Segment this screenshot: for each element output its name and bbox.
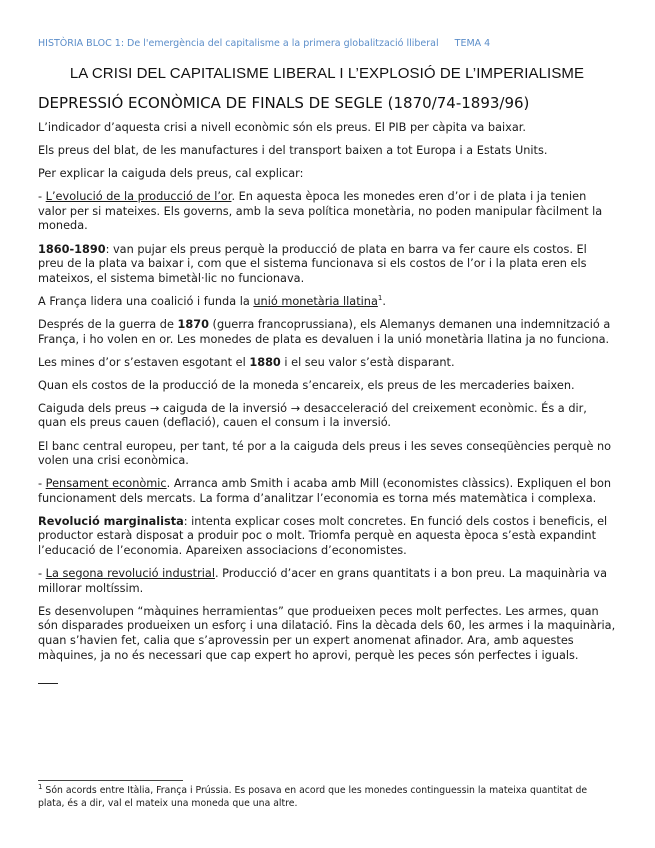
bold-date: 1870 xyxy=(177,317,209,331)
topic-title: L’evolució de la producció de l’or xyxy=(45,190,232,204)
paragraph: Es desenvolupen “màquines herramientas” que produeixen peces molt perfectes. Les armes, quan són disparades produeixen un esforç i una dilatació. Fins la dècada dels 60, les armes i la maquinària, quan s’havien fet, calia que s’aprovessin per un expert anomenat afinador. Ara, amb aquestes màquines, ja no és necessari que cap expert ho aprovi, perquè les peces són perfectes i iguals. xyxy=(38,604,616,662)
paragraph-text: Després de la guerra de xyxy=(38,317,178,331)
bold-date: 1880 xyxy=(249,355,281,369)
paragraph-text: i el seu valor s’està disparant. xyxy=(280,355,455,369)
list-dash: - xyxy=(38,477,46,491)
footnote-text: Són acords entre Itàlia, França i Prússia. Es posava en acord que les monedes continguessin la mateixa quantitat de plata, és a dir, val el mateix una moneda que una altre. xyxy=(38,785,588,809)
text-separator xyxy=(38,683,58,684)
topic-title: La segona revolució industrial xyxy=(45,567,215,581)
paragraph: Caiguda dels preus → caiguda de la inversió → desacceleració del creixement econòmic. És a dir, quan els preus cauen (deflació), cauen el consum i la inversió. xyxy=(38,401,587,430)
paragraph-1870 xyxy=(38,318,616,347)
paragraph: Els preus del blat, de les manufactures i del transport baixen a tot Europa i a Estats Units. xyxy=(38,144,548,158)
page-header xyxy=(38,38,616,49)
header-course: HISTÒRIA BLOC 1: De l'emergència del capitalisme a la primera globalització lliberal xyxy=(38,38,439,49)
paragraph-second-revolution xyxy=(38,567,616,596)
footnote xyxy=(38,782,616,810)
paragraph-text: : intenta explicar coses molt concretes. En funció dels costos i beneficis, el productor estarà disposat a produir poc o molt. Triomfa perquè en aquesta època s’està expandint l’educació de l’economia. Apareixen associacions d’economistes. xyxy=(38,514,608,558)
footnote-separator xyxy=(38,780,183,781)
paragraph-text: . xyxy=(382,294,386,308)
paragraph: L’indicador d’aquesta crisi a nivell econòmic són els preus. El PIB per càpita va baixar. xyxy=(38,121,526,134)
paragraph-text: Les mines d’or s’estaven esgotant el xyxy=(38,355,250,369)
paragraph-gold-production xyxy=(38,190,616,234)
footnote-ref[interactable]: 1 xyxy=(377,294,383,303)
paragraph-text: (guerra francoprussiana), els Alemanys demanen una indemnització a França, i ho volen en or. Les monedes de plata es devaluen i la unió monetària llatina ja no funciona. xyxy=(38,317,611,346)
header-tema: TEMA 4 xyxy=(454,38,491,49)
paragraph-text: : van pujar els preus perquè la producció de plata en barra va fer caure els costos. El preu de la plata va baixar i, com que el sistema funcionava si els costos de l’or i la plata eren els mateixos, el sistema bimetàl·lic no funcionava. xyxy=(38,242,587,285)
paragraph-1860-1890 xyxy=(38,243,616,287)
paragraph: Quan els costos de la producció de la moneda s’encareix, els preus de les mercaderies baixen. xyxy=(38,378,575,392)
paragraph-text: . En aquesta època les monedes eren d’or i de plata i ja tenien valor per si mateixes. Els governs, amb la seva política monetària, no poden manipular fàcilment la moneda. xyxy=(38,190,603,233)
list-dash: - xyxy=(38,567,46,581)
document-title: LA CRISI DEL CAPITALISME LIBERAL I L’EXPLOSIÓ DE L’IMPERIALISME xyxy=(69,65,585,82)
paragraph-text: . Producció d’acer en grans quantitats i a bon preu. La maquinària va millorar moltíssim. xyxy=(38,567,607,595)
paragraph: Per explicar la caiguda dels preus, cal explicar: xyxy=(38,167,304,181)
topic-title: Pensament econòmic xyxy=(45,477,167,491)
paragraph-text: A França lidera una coalició i funda la xyxy=(38,294,254,308)
latin-union-term: unió monetària llatina xyxy=(253,294,378,308)
footnote-mark: 1 xyxy=(38,782,43,791)
document-page xyxy=(38,0,616,684)
section-heading: DEPRESSIÓ ECONÒMICA DE FINALS DE SEGLE (1870/74-1893/96) xyxy=(38,94,530,112)
paragraph-marginalist xyxy=(38,515,616,559)
paragraph: El banc central europeu, per tant, té por a la caiguda dels preus i les seves conseqüències perquè no volen una crisi econòmica. xyxy=(38,439,612,468)
bold-date: 1860-1890 xyxy=(38,242,106,256)
list-dash: - xyxy=(38,190,46,204)
bold-term: Revolució marginalista xyxy=(38,514,184,528)
paragraph-text: . Arranca amb Smith i acaba amb Mill (economistes clàssics). Expliquen el bon funcionament dels mercats. La forma d’analitzar l’economia es torna més matemàtica i complexa. xyxy=(38,477,612,505)
paragraph-1880 xyxy=(38,356,616,371)
paragraph-economic-thought xyxy=(38,477,616,506)
paragraph-latin-union xyxy=(38,295,616,310)
